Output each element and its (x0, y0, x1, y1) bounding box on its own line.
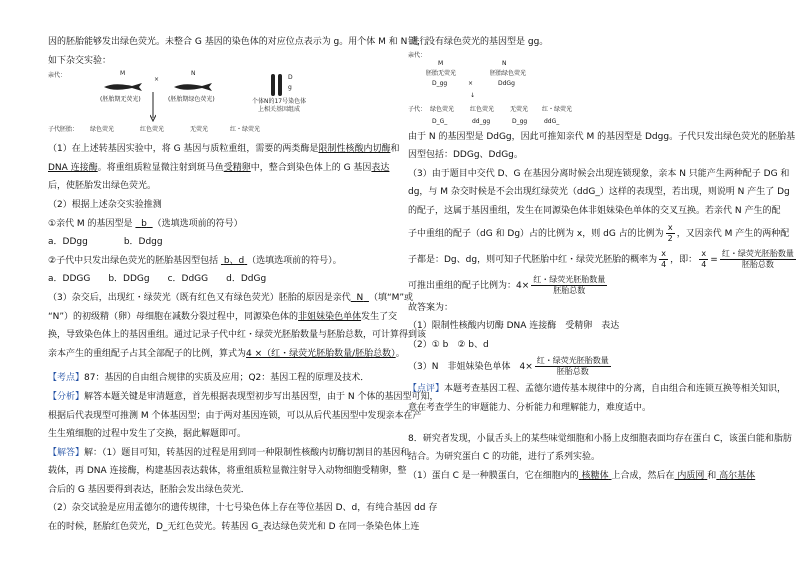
q8-line-2: 结合。为研究蛋白 C 的功能，进行了系列实验。 (408, 452, 601, 463)
q1-line-1: （1）在上述转基因实验中，将 G 基因与质粒重组，需要的两类酶是限制性核酸内切酶和 (48, 144, 400, 155)
frac-x-over-2: $\frac{x}{2}$ (667, 222, 673, 243)
frac-x-over-4-eq: $\frac{x}{4}$ (701, 248, 707, 269)
fig-parent-label: 亲代： (48, 72, 67, 80)
mini-cross: × (468, 79, 474, 87)
fig-m-caption: (胚胎期无荧光) (100, 96, 141, 104)
r-p2-line-3: 的配子，这属于基因重组，发生在同源染色体非姐妹染色单体的交叉互换。若亲代 N 产生的配 (408, 205, 781, 216)
r-p2-line-5: 子都是：Dg、dg，则可知子代胚胎中红・绿荧光胚胎的概率为 $\frac{x}{4}$ ，即： $\frac{x}{4}$ = $\frac{\text{红・绿荧光胚胎数量}}{\text{胚胎总数}}$ (408, 248, 794, 269)
fish-n-icon (172, 82, 214, 92)
down-arrow-icon (150, 92, 156, 122)
fig-chrom-g: g (288, 84, 292, 92)
fig-cross-symbol: × (154, 76, 160, 84)
answer-2: （2）① b ② b、d (408, 339, 489, 350)
q2-head: （2）根据上述杂交实验推测 (48, 199, 162, 210)
fig-m-label: M (120, 70, 126, 78)
q2a-line: ①亲代 M 的基因型是 b （选填选项前的符号） (48, 218, 243, 229)
fig-offspring-3: 无荧光 (190, 126, 209, 134)
q3-line-2: “N”）的初级精（卵）母细胞在减数分裂过程中，同源染色体的非姐妹染色单体发生了交 (48, 311, 398, 322)
r-p1-line-2: 因型包括：DDGg、DdGg。 (408, 150, 523, 161)
q3-line-3: 换，导致染色体上的基因重组。通过记录子代中红・绿荧光胚胎数量与胚胎总数，可计算得到该 (48, 330, 427, 341)
frac-x-over-4: $\frac{x}{4}$ (661, 248, 667, 269)
mini-m: M (438, 59, 444, 67)
kaodian-line: 【考点】87：基因的自由组合规律的实质及应用；Q2：基因工程的原理及技术． (48, 373, 370, 384)
jieda-line-3: 合后的 G 基因要得到表达，胚胎会发出绿色荧光． (48, 484, 250, 495)
q2b-line: ②子代中只发出绿色荧光的胚胎基因型包括 b、d （选填选项前的符号）。 (48, 255, 342, 266)
mini-geno-3: D_gg (512, 117, 528, 125)
right-top-line: 锁，没有绿色荧光的基因型是 gg。 (408, 37, 549, 47)
q2b-options: a．DDGG b．DDGg c．DdGG d．DdGg (48, 274, 267, 285)
fenxi-line-1: 【分析】解答本题关键是审清题意，首先根据表现型初步写出基因型，由于 N 个体的基因型可知， (48, 391, 439, 402)
q3-line-1: （3）杂交后，出现红・绿荧光（既有红色又有绿色荧光）胚胎的原因是亲代 N （填“M”或 (48, 292, 414, 303)
frac-ratio: $\frac{\text{红・绿荧光胚胎数量}}{\text{胚胎总数}}$ (721, 248, 794, 269)
fig-offspring-1: 绿色荧光 (90, 126, 115, 134)
mini-geno-1: D_G_ (432, 117, 448, 125)
q8-line-1: 8．研究者发现，小鼠舌头上的某些味觉细胞和小肠上皮细胞表面均存在蛋白 C，该蛋白能和脂肪 (408, 433, 792, 444)
answer-1: （1）限制性核酸内切酶 DNA 连接酶 受精卵 表达 (408, 321, 620, 332)
r-p1-line-1: 由于 N 的基因型是 DdGg，因此可推知亲代 M 的基因型是 Ddgg。子代只发出绿色荧光的胚胎基 (408, 131, 796, 142)
frac-answer: $\frac{\text{红・绿荧光胚胎数量}}{\text{胚胎总数}}$ (536, 356, 609, 377)
mini-n-geno: DdGg (498, 79, 515, 87)
answer-head: 故答案为： (408, 302, 454, 313)
frac-ratio-2: $\frac{\text{红・绿荧光胚胎数量}}{\text{胚胎总数}}$ (533, 274, 606, 295)
fish-m-icon (102, 82, 144, 92)
fig-offspring-label: 子代胚胎： (48, 126, 79, 134)
mini-off-2: 红色荧光 (470, 105, 495, 113)
right-column (408, 0, 796, 485)
jieda2-line-2: 在的时候，胚胎红色荧光，D_无红色荧光。转基因 G_表达绿色荧光和 D 在同一条染色体上连 (48, 522, 420, 533)
mini-parent: 亲代： (408, 51, 427, 59)
q1-line-3: 后，使胚胎发出绿色荧光。 (48, 181, 157, 192)
jieda-line-2: 载体，再 DNA 连接酶，构建基因表达载体，将重组质粒显微注射导入动物细胞受精卵，整 (48, 466, 407, 477)
mini-m-geno: D_gg (432, 79, 448, 87)
q1-line-2: DNA 连接酶。将重组质粒显微注射到斑马鱼受精卵中，整合到染色体上的 G 基因表达 (48, 162, 390, 173)
r-p2-line-6: 可推出重组的配子比例为：4× $\frac{\text{红・绿荧光胚胎数量}}{\text{胚胎总数}}$ (408, 274, 606, 295)
dianping-line-2: 意在考查学生的审题能力、分析能力和理解能力，难度适中。 (408, 402, 652, 413)
q3-line-4: 亲本产生的重组配子占其全部配子的比例，算式为4 ×（红・绿荧光胚胎数量/胚胎总数）。 (48, 348, 405, 359)
mini-m-pheno: 胚胎无荧光 (426, 69, 457, 77)
fig-offspring-4: 红・绿荧光 (230, 126, 261, 134)
fig-chrom-note-1: 个体N的17号染色体 (252, 98, 307, 106)
cross-figure (48, 70, 400, 140)
fenxi-line-3: 生生殖细胞的过程中发生了交换，据此解题即可。 (48, 429, 247, 440)
jieda-line-1: 【解答】解：（1）题目可知，转基因的过程是用到同一种限制性核酸内切酶切割目的基因和 (48, 447, 410, 458)
mini-geno-4: ddG_ (544, 117, 560, 125)
q8-1-line: （1）蛋白 C 是一种膜蛋白，它在细胞内的 核糖体 上合成，然后在 内质网 和 高尔基体 (408, 470, 756, 481)
mini-arrow: ↓ (470, 91, 476, 99)
mini-off-label: 子代： (408, 105, 427, 113)
mini-n: N (502, 59, 507, 67)
mini-off-4: 红・绿荧光 (542, 105, 573, 113)
answer-3: （3）N 非姐妹染色单体 4× $\frac{\text{红・绿荧光胚胎数量}}{\text{胚胎总数}}$ (408, 356, 609, 377)
r-p2-line-2: dg，与 M 杂交时候是不会出现红绿荧光（ddG_）这样的表现型，若出现，则说明 N 产生了 Dg (408, 187, 790, 198)
mini-n-pheno: 胚胎绿色荧光 (490, 69, 527, 77)
r-p2-line-4: 子中重组的配子（dG 和 Dg）占的比例为 x，则 dG 占的比例为 $\frac{x}{2}$ ，又因亲代 M 产生的两种配 (408, 222, 790, 243)
fig-chrom-note-2: 上相关基因组成 (258, 106, 301, 114)
intro-line-2: 如下杂交实验： (48, 55, 112, 66)
dianping-line-1: 【点评】本题考查基因工程、孟德尔遗传基本规律中的分离，自由组合和连锁互换等相关知识， (408, 384, 787, 395)
chromosome-icon (270, 74, 284, 96)
mini-geno-2: dd_gg (472, 117, 491, 125)
fig-n-caption: (胚胎期绿色荧光) (168, 96, 215, 104)
fig-n-label: N (191, 70, 196, 78)
r-p2-line-1: （3）由于题目中交代 D、G 在基因分离时候会出现连锁现象，亲本 N 只能产生两种配子 DG 和 (408, 168, 790, 179)
q2a-options: a．DDgg b．Ddgg (48, 237, 163, 248)
jieda2-line-1: （2）杂交试验是应用孟德尔的遗传规律，十七号染色体上存在等位基因 D、d，有纯合基因 dd 存 (48, 503, 438, 514)
fig-offspring-2: 红色荧光 (140, 126, 165, 134)
intro-line-1: 因的胚胎能够发出绿色荧光。未整合 G 基因的染色体的对应位点表示为 g。用个体 M 和 N 进行 (48, 37, 429, 47)
mini-off-1: 绿色荧光 (430, 105, 455, 113)
cross-diagram (408, 52, 758, 128)
fenxi-line-2: 根据后代表现型可推测 M 个体基因型；由于两对基因连锁，可以从后代基因型中发现亲本在产 (48, 410, 422, 421)
fig-chrom-d: D (288, 74, 293, 82)
mini-off-3: 无荧光 (510, 105, 529, 113)
